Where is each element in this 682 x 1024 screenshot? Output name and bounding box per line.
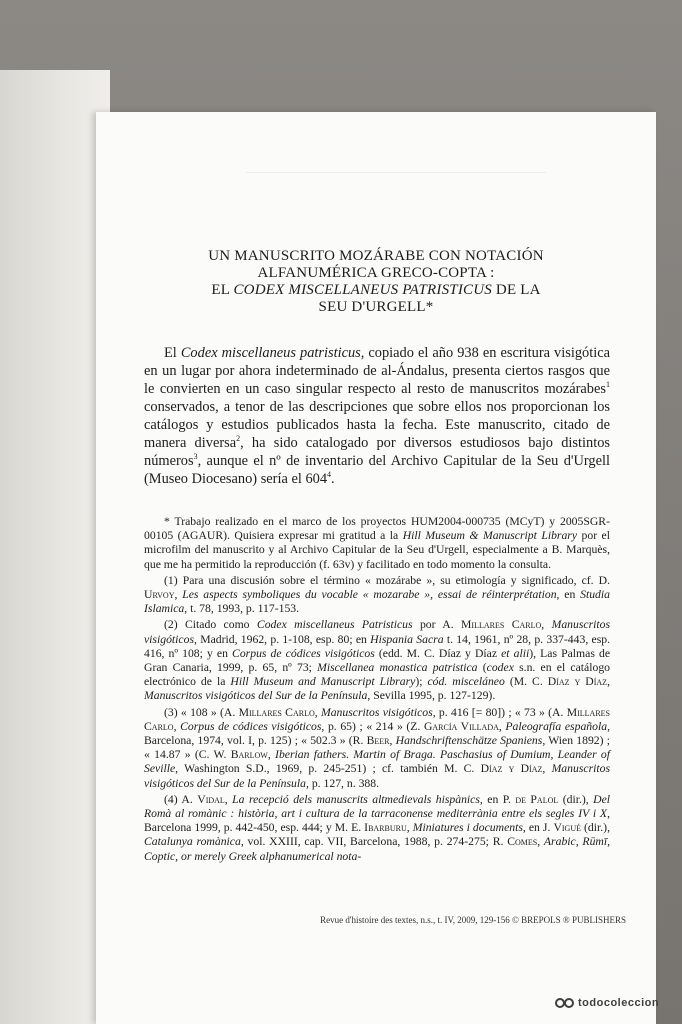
note-text: et alii [501,646,530,660]
note-text: , t. 78, 1993, p. 117-153. [184,602,300,616]
note-text: , [498,719,506,733]
note-text: , p. 127, n. 388. [305,776,380,790]
footnote-ref: 3 [193,452,198,462]
title-line-1: UN MANUSCRITO MOZÁRABE CON NOTACIÓN [208,248,544,264]
note-text: Codex miscellaneus Patristicus [256,618,413,632]
note-text: ( [477,661,487,675]
note-text: , Washington S.D., 1969, p. 245-251) ; cf. también M. C. [175,762,481,776]
note-text: (dir.), [558,792,594,806]
note-text: Arabic, Rūmī, Coptic, or merely Greek alphanumerical nota- [144,835,611,863]
footnote-4 [144,793,610,864]
note-text: cód. misceláneo [427,675,505,689]
note-author: Millares Carlo [238,705,315,719]
note-text: , [389,734,396,748]
note-text: , [314,705,321,719]
note-text: (dir.), [580,821,610,835]
note-text: , p. 65) ; « 214 » (Z. [321,719,424,733]
note-text: Studia Islamica [144,588,610,616]
note-text: Miniatures i documents [412,821,523,835]
note-text: , Sevilla 1995, p. 127-129). [367,689,496,703]
note-text: , [173,719,181,733]
abstract-text: , ha sido catalogado por diversos estudiosos bajo distintos números [144,435,611,469]
previous-page-edge [0,70,110,1024]
note-text: , [224,792,233,806]
note-text: , [267,748,276,762]
note-text: Manuscritos visigóticos [320,705,433,719]
footnote-ref: 1 [606,380,610,390]
abstract-paragraph [144,344,610,488]
note-text: , [537,835,544,849]
abstract-codex-title: Codex miscellaneus patristicus [180,345,361,361]
note-text: s.n. en el catálogo electrónico de la [144,661,611,689]
note-text: La recepció dels manuscrits altmedievals hispànics [232,792,480,806]
note-text: , [542,762,552,776]
watermark-logo-icon [555,996,575,1010]
note-text: , Wien 1892) ; « 14.87 » (C. W. [144,734,610,762]
note-author: Comes [507,835,538,849]
footnote-1 [144,574,610,617]
note-text: ); [415,675,428,689]
note-text: Manuscritos visigóticos del Sur de la Península [144,689,368,703]
abstract-text: conservados, a tenor de las descripciones que sobre ellos nos proporcionan los catálogos y estudios publicados hasta la fecha. Este manuscrito, citado de manera diversa [144,399,610,451]
note-text: (M. C. [504,675,548,689]
note-author: Vidal [197,792,225,806]
note-text: , p. 416 [= 80]) ; « 73 » (A. [432,705,567,719]
journal-footer: Revue d'histoire des textes, n.s., t. IV, 2009, 129-156 © BREPOLS ® PUBLISHERS [320,915,626,925]
abstract-text: El [164,345,181,361]
note-text: Miscellanea monastica patristica [317,661,478,675]
note-text: Hispania Sacra [370,632,444,646]
note-text: , en [556,588,581,602]
footnote-ref: 4 [327,470,332,480]
note-text: , [607,675,610,689]
title-line-3-pre: EL [211,282,234,298]
note-text: codex [486,661,514,675]
footnotes [144,515,610,866]
note-text: Hill Museum & Manuscript Library [402,529,578,543]
note-text: (3) « 108 » (A. [164,705,239,719]
footnote-star [144,515,610,572]
note-author: Díaz y Díaz [547,675,608,689]
title-line-3-italic: CODEX MISCELLANEUS PATRISTICUS [233,282,492,298]
note-text: , vol. XXIII, cap. VII, Barcelona, 1988, p. 274-275; R. [240,835,508,849]
watermark-text: todocoleccion [578,996,660,1009]
note-text: t. 14, 1961, nº 28, p. 337-443, esp. 416, nº 108; y en [144,632,611,660]
note-text: (1) Para una discusión sobre el término « mozárabe », su etimología y significado, cf. D. [164,573,610,587]
note-author: Urvoy [144,588,175,602]
note-text: (2) Citado como [164,618,257,632]
note-author: Millares Carlo [144,705,610,733]
note-text: , [174,588,183,602]
note-text: (4) A. [164,792,198,806]
site-watermark [555,996,659,1010]
note-text: , en P. [479,792,516,806]
note-text: Handschriftenschätze Spaniens [395,734,543,748]
note-text: Corpus de códices visigóticos [180,719,322,733]
note-text: Les aspects symboliques du vocable « mozarabe », essai de réinterprétation [182,588,557,602]
footnote-2 [144,618,610,703]
note-text: , Barcelona 1999, p. 442-450, esp. 444; y M. E. [144,807,610,835]
note-text: Iberian fathers. Martin of Braga. Paschasius of Dumium, Leander of Seville [144,748,611,776]
note-text: por A. [412,618,462,632]
note-text: Manuscritos visigóticos del Sur de la Península [144,762,610,790]
title-line-3-post: DE LA [491,282,541,298]
title-line-4: SEU D'URGELL* [318,299,434,315]
note-text: Catalunya romànica [144,835,241,849]
note-author: de Palol [515,792,559,806]
note-text: , Madrid, 1962, p. 1-108, esp. 80; en [194,632,371,646]
note-author: Beer [366,734,390,748]
note-author: Ibarburu [364,821,407,835]
note-text: , [541,618,552,632]
note-author: Díaz y Díaz [480,762,543,776]
note-text: (edd. M. C. Díaz y Díaz [374,646,502,660]
document-page [96,112,656,1024]
note-text: por el microfilm del manuscrito y al Archivo Capitular de la Seu d'Urgell, especialmente a B. Marquès, que me ha permitido la reproducción (f. 63v) y facilitado en todo momento la consulta. [144,529,610,571]
note-author: Vigué [553,821,581,835]
note-text: , [406,821,413,835]
abstract-text: , copiado el año 938 en escritura visigótica en un lugar por ahora indeterminado de al-Ándalus, presenta ciertos rasgos que le convierten en un caso singular respecto al resto de manuscritos mozárabes [144,345,610,397]
abstract-text: , aunque el nº de inventario del Archivo Capitular de la Seu d'Urgell (Museo Diocesano) sería el 604 [144,453,610,487]
footnote-ref: 2 [236,434,241,444]
note-text: Del Romà al romànic : història, art i cultura de la tarraconense mediterrània entre els segles IV i X [144,792,610,821]
article-title [136,248,616,316]
abstract-text: . [331,471,335,487]
note-text: Corpus de códices visigóticos [232,646,375,660]
note-text: , Barcelona, 1974, vol. I, p. 125) ; « 502.3 » (R. [144,719,610,748]
note-text: , en J. [522,821,554,835]
title-line-3 [136,282,616,299]
note-text: ), Las Palmas de Gran Canaria, 1999, p. 65, nº 73; [144,646,611,675]
note-text: Paleografía española [505,719,608,733]
note-text: * Trabajo realizado en el marco de los proyectos HUM2004-000735 (MCyT) y 2005SGR-00105 (AGAUR). Quisiera expresar mi gratitud a la [144,515,610,543]
note-text: Manuscritos visigóticos [144,618,611,646]
running-header-bleed [246,172,546,179]
note-text: Hill Museum and Manuscript Library [230,675,416,689]
note-author: Barlow [230,748,268,762]
footnote-3 [144,706,610,791]
note-author: Millares Carlo [461,618,542,632]
note-author: García Villada [423,719,499,733]
title-line-2: ALFANUMÉRICA GRECO-COPTA : [257,265,495,281]
